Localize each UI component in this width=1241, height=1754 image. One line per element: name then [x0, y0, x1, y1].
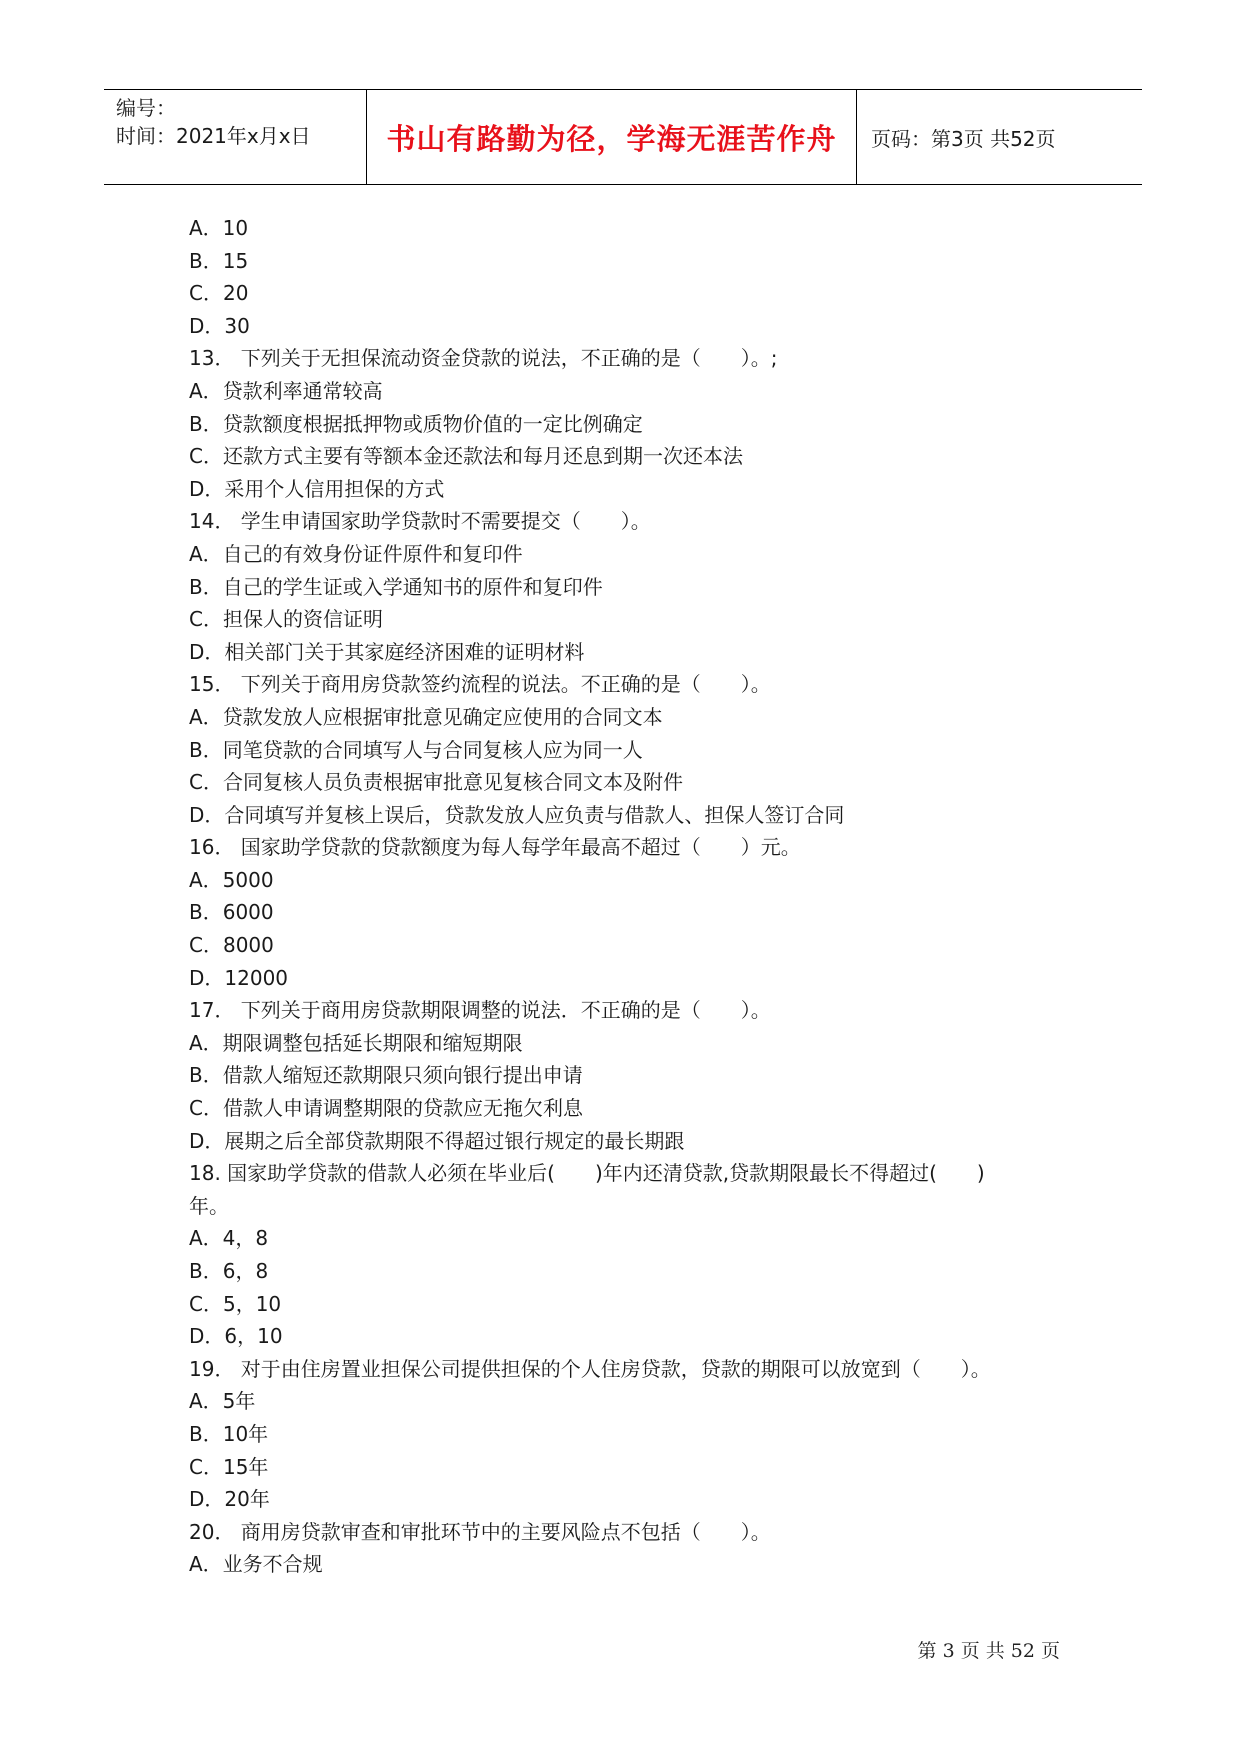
text-line: 15． 下列关于商用房贷款签约流程的说法。不正确的是（ ）。 [189, 672, 771, 697]
text-line: A．贷款利率通常较高 [189, 378, 383, 403]
text-line: C．5，10 [189, 1291, 282, 1316]
text-line: C．借款人申请调整期限的贷款应无拖欠利息 [189, 1096, 583, 1121]
text-line: B．6，8 [189, 1259, 269, 1283]
text-line: D．相关部门关于其家庭经济困难的证明材料 [189, 639, 585, 664]
serial-number-label: 编号： [116, 96, 176, 120]
text-line: 14． 学生申请国家助学贷款时不需要提交（ ）。 [189, 509, 651, 534]
header-meta [104, 90, 367, 184]
text-line: C．担保人的资信证明 [189, 607, 383, 632]
text-line: D．6，10 [189, 1324, 283, 1349]
text-line: D．展期之后全部贷款期限不得超过银行规定的最长期跟 [189, 1128, 685, 1153]
text-line: A．5000 [189, 867, 274, 892]
text-line: B．借款人缩短还款期限只须向银行提出申请 [189, 1063, 583, 1088]
text-line: B．自己的学生证或入学通知书的原件和复印件 [189, 574, 603, 599]
text-line: C．20 [189, 281, 249, 306]
text-line: D．20年 [189, 1487, 270, 1512]
text-line: C．8000 [189, 933, 274, 958]
date-label: 时间：2021年x月x日 [116, 124, 311, 148]
text-line: D．采用个人信用担保的方式 [189, 476, 445, 501]
text-line: A．业务不合规 [189, 1552, 323, 1577]
text-line: C．合同复核人员负责根据审批意见复核合同文本及附件 [189, 770, 683, 795]
text-line: D．合同填写并复核上误后，贷款发放人应负责与借款人、担保人签订合同 [189, 802, 845, 827]
text-line: 20． 商用房贷款审查和审批环节中的主要风险点不包括（ ）。 [189, 1519, 771, 1544]
text-line: 16． 国家助学贷款的贷款额度为每人每学年最高不超过（ ）元。 [189, 835, 801, 860]
text-line: 13． 下列关于无担保流动资金贷款的说法，不正确的是（ ）。; [189, 346, 778, 371]
text-line: A．自己的有效身份证件原件和复印件 [189, 541, 523, 566]
text-line: 19． 对于由住房置业担保公司提供担保的个人住房贷款，贷款的期限可以放宽到（ ）。 [189, 1356, 991, 1381]
text-line: D．30 [189, 313, 250, 338]
text-line: A．4，8 [189, 1226, 269, 1251]
text-line: 年。 [189, 1193, 229, 1218]
header-page-info: 页码：第3页 共52页 [871, 126, 1056, 151]
text-line: A．5年 [189, 1389, 256, 1414]
text-line: B．6000 [189, 900, 274, 925]
text-line: C．还款方式主要有等额本金还款法和每月还息到期一次还本法 [189, 444, 743, 469]
page-footer: 第 3 页 共 52 页 [917, 1640, 1060, 1662]
text-line: B．10年 [189, 1421, 269, 1446]
text-line: 17． 下列关于商用房贷款期限调整的说法．不正确的是（ ）。 [189, 998, 771, 1023]
text-line: B．贷款额度根据抵押物或质物价值的一定比例确定 [189, 411, 643, 436]
text-line: A．贷款发放人应根据审批意见确定应使用的合同文本 [189, 704, 663, 729]
text-line: A．期限调整包括延长期限和缩短期限 [189, 1030, 523, 1055]
page-header [104, 89, 1142, 185]
question-list [189, 212, 1089, 1581]
header-motto: 书山有路勤为径，学海无涯苦作舟 [367, 90, 857, 184]
text-line: B．15 [189, 248, 249, 273]
text-line: 18. 国家助学贷款的借款人必须在毕业后( )年内还清贷款,贷款期限最长不得超过( ) [189, 1161, 985, 1186]
text-line: A．10 [189, 216, 249, 240]
text-line: C．15年 [189, 1454, 269, 1479]
text-line: B．同笔贷款的合同填写人与合同复核人应为同一人 [189, 737, 643, 762]
text-line: D．12000 [189, 965, 289, 990]
